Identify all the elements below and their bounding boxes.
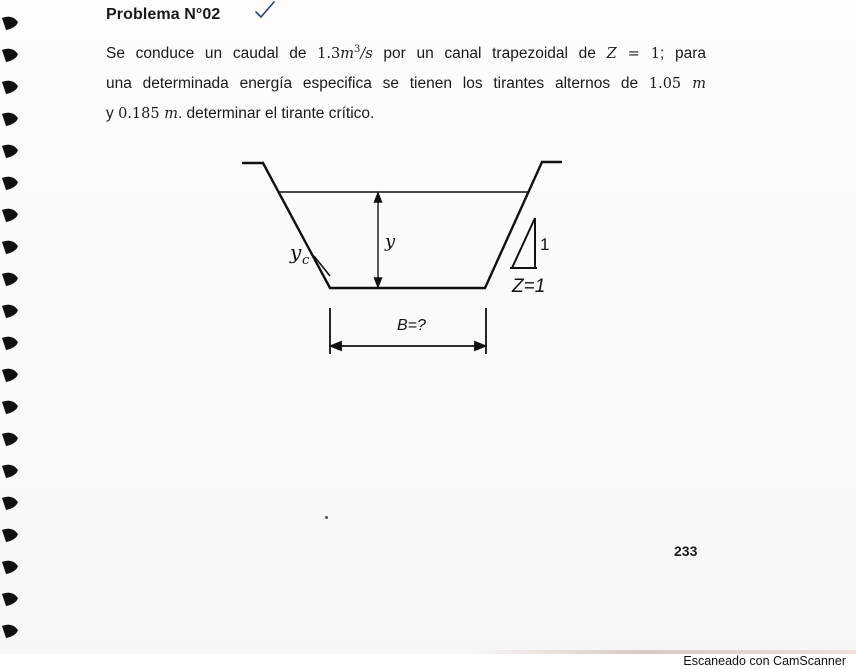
slope-value: Z = 1 <box>606 45 660 62</box>
trapezoidal-channel-diagram <box>230 150 570 365</box>
alternate-depth-2: 0.185 m <box>118 105 178 122</box>
channel-outline <box>243 162 561 288</box>
depth-label: y <box>385 231 396 252</box>
statement-line-2: una determinada energía especifica se tienen los tirantes alternos de 1.05 m <box>106 74 706 92</box>
alternate-depth-1: 1.05 m <box>648 75 706 92</box>
svg-text:y: y <box>290 240 302 264</box>
flow-rate: $1.3m^3/s$ <box>317 44 373 62</box>
base-width-label: B=? <box>397 317 426 334</box>
depth-arrow <box>375 193 382 287</box>
statement-line-3: y 0.185 m. determinar el tirante crítico. <box>106 104 375 122</box>
problem-statement <box>106 35 706 129</box>
notebook-spiral-binding <box>0 0 30 669</box>
pen-check-mark-icon <box>254 0 276 20</box>
camscanner-watermark: Escaneado con CamScanner <box>683 654 846 668</box>
slope-rise-label: 1 <box>540 235 550 254</box>
page-number: 233 <box>674 543 698 559</box>
slope-z-label: Z=1 <box>512 276 546 297</box>
statement-line-1: Se conduce un caudal de $1.3m^3/s$ por un canal trapezoidal de Z = 1; para <box>106 44 707 62</box>
svg-text:c: c <box>302 253 310 268</box>
ink-speck <box>325 516 328 519</box>
problem-title: Problema N°02 <box>106 6 221 23</box>
